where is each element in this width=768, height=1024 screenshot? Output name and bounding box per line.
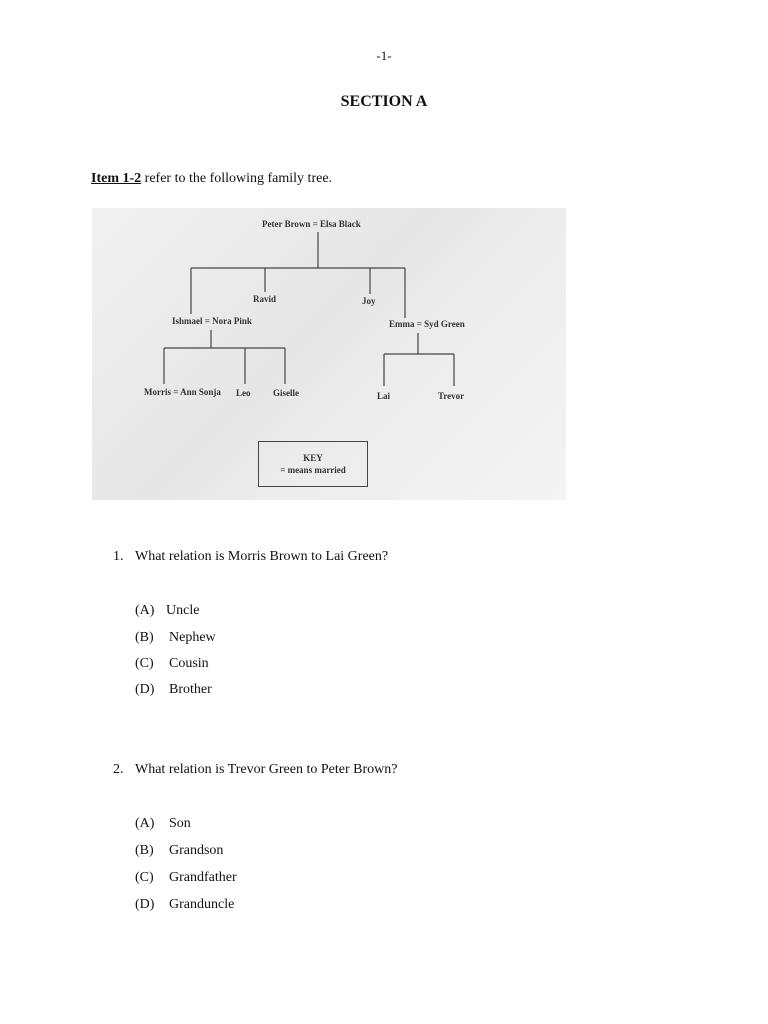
- option-text: Son: [169, 816, 191, 831]
- q2-option-d: [135, 897, 234, 913]
- family-tree-figure: [92, 208, 566, 500]
- q2-option-a: [135, 816, 191, 832]
- option-text: Grandson: [169, 843, 224, 858]
- option-letter: (C): [135, 656, 154, 671]
- tree-key-box: [258, 441, 368, 487]
- q2-option-c: [135, 870, 237, 886]
- option-letter: (A): [135, 603, 155, 618]
- option-letter: (A): [135, 816, 155, 831]
- q2-option-b: [135, 843, 223, 859]
- q1-option-a: [135, 603, 199, 619]
- option-letter: (D): [135, 682, 155, 697]
- q1-option-c: [135, 656, 209, 672]
- question-number: 1.: [113, 549, 124, 564]
- tree-node-peter-elsa: Peter Brown = Elsa Black: [262, 219, 361, 229]
- tree-node-joy: Joy: [362, 296, 376, 306]
- option-text: Cousin: [169, 656, 209, 671]
- option-text: Brother: [169, 682, 212, 697]
- option-text: Grandfather: [169, 870, 237, 885]
- question-1: [113, 549, 388, 565]
- option-text: Uncle: [166, 603, 200, 618]
- page-number: -1-: [376, 48, 392, 63]
- intro-text: [91, 171, 332, 187]
- section-title: SECTION A: [340, 93, 428, 110]
- tree-node-emma-syd: Emma = Syd Green: [389, 319, 465, 329]
- tree-node-leo: Leo: [236, 388, 251, 398]
- tree-node-trevor: Trevor: [438, 391, 465, 401]
- tree-node-giselle: Giselle: [273, 388, 299, 398]
- tree-node-morris-ann: Morris = Ann Sonja: [144, 387, 221, 397]
- question-number: 2.: [113, 762, 124, 777]
- option-text: Granduncle: [169, 897, 235, 912]
- tree-node-lai: Lai: [377, 391, 391, 401]
- item-reference: Item 1-2: [91, 171, 142, 186]
- tree-node-ravid: Ravid: [253, 294, 277, 304]
- option-letter: (D): [135, 897, 155, 912]
- q1-option-d: [135, 682, 212, 698]
- key-text: = means married: [280, 465, 346, 475]
- option-letter: (C): [135, 870, 154, 885]
- question-text: What relation is Trevor Green to Peter Brown?: [135, 762, 398, 777]
- key-title: KEY: [303, 453, 323, 463]
- intro-sentence: refer to the following family tree.: [141, 171, 333, 186]
- option-text: Nephew: [169, 630, 216, 645]
- question-2: [113, 762, 397, 778]
- option-letter: (B): [135, 843, 154, 858]
- q1-option-b: [135, 630, 216, 646]
- tree-node-ishmael-nora: Ishmael = Nora Pink: [172, 316, 252, 326]
- option-letter: (B): [135, 630, 154, 645]
- question-text: What relation is Morris Brown to Lai Green?: [135, 549, 389, 564]
